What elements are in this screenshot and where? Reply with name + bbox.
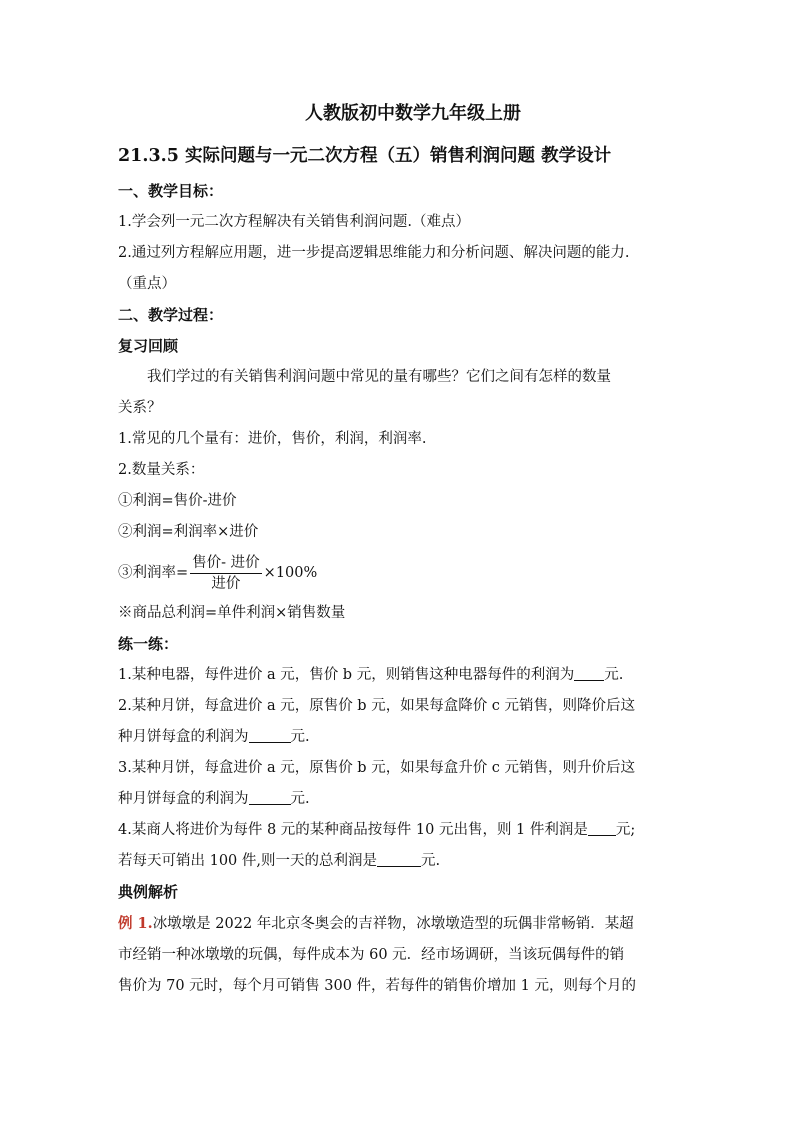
example-1-line-1 [118, 908, 678, 940]
exercise-3-line-1: 3.某种月饼，每盒进价 a 元，原售价 b 元，如果每盒升价 c 元销售，则升价后这 [118, 760, 636, 776]
exercise-1 [118, 660, 678, 691]
document-page [118, 96, 678, 1002]
formula-prefix: ③利润率= [118, 564, 189, 581]
exercise-4-blank-2[interactable] [377, 850, 421, 867]
exercise-2-unit: 元. [290, 729, 310, 745]
example-1-text-1: 冰墩墩是 2022 年北京冬奥会的吉祥物，冰墩墩造型的玩偶非常畅销．某超 [152, 916, 634, 932]
exercise-3-text: 种月饼每盒的利润为 [118, 791, 249, 807]
goal-1: 1.学会列一元二次方程解决有关销售利润问题.（难点） [118, 214, 470, 230]
example-1-line-3: 售价为 70 元时，每个月可销售 300 件，若每件的销售价增加 1 元，则每个月的 [118, 978, 637, 994]
example-analysis-heading: 典例解析 [118, 883, 179, 901]
example-1-label: 例 1. [118, 915, 153, 932]
section-teaching-process-heading: 二、教学过程： [118, 306, 224, 324]
exercise-4-unit-1: 元; [615, 822, 636, 838]
total-profit-note: ※商品总利润=单件利润×销售数量 [118, 605, 346, 621]
review-answer-2: 2.数量关系： [118, 462, 205, 478]
review-question-line-2: 关系？ [118, 400, 162, 416]
document-title: 人教版初中数学九年级上册 [305, 103, 521, 124]
relation-1: ①利润=售价-进价 [118, 493, 237, 509]
exercise-3-unit: 元. [290, 791, 310, 807]
relation-3-formula [118, 552, 678, 594]
exercise-2-text: 种月饼每盒的利润为 [118, 729, 249, 745]
exercise-4-unit-2: 元. [421, 853, 441, 869]
goal-2-line-1: 2.通过列方程解应用题，进一步提高逻辑思维能力和分析问题、解决问题的能力. [118, 245, 630, 261]
formula-denominator: 进价 [211, 575, 241, 592]
exercise-4-text: 4.某商人将进价为每件 8 元的某种商品按每件 10 元出售，则 1 件利润是 [118, 822, 588, 838]
formula-fraction [190, 554, 262, 593]
section-teaching-goals-heading: 一、教学目标： [118, 182, 224, 200]
exercise-4-blank-1[interactable] [588, 819, 616, 836]
exercise-3-line-2 [118, 784, 678, 815]
review-heading: 复习回顾 [118, 337, 179, 355]
exercise-4-text-2: 若每天可销出 100 件,则一天的总利润是 [118, 853, 378, 869]
exercise-2-line-1: 2.某种月饼，每盒进价 a 元，原售价 b 元，如果每盒降价 c 元销售，则降价后这 [118, 698, 636, 714]
exercise-4-line-1 [118, 815, 678, 846]
formula-suffix: ×100% [263, 564, 318, 581]
relation-2: ②利润=利润率×进价 [118, 524, 259, 540]
exercise-2-blank[interactable] [249, 726, 291, 743]
exercise-3-blank[interactable] [249, 788, 291, 805]
document-subtitle: 21.3.5 实际问题与一元二次方程（五）销售利润问题 教学设计 [118, 146, 612, 166]
exercise-1-blank[interactable] [574, 664, 604, 681]
review-answer-1: 1.常见的几个量有：进价，售价，利润，利润率. [118, 431, 427, 447]
formula-numerator: 售价- 进价 [190, 554, 262, 574]
exercise-2-line-2 [118, 722, 678, 753]
example-1-line-2: 市经销一种冰墩墩的玩偶，每件成本为 60 元．经市场调研，当该玩偶每件的销 [118, 947, 625, 963]
exercise-4-line-2 [118, 846, 678, 877]
practice-heading: 练一练： [118, 635, 179, 653]
goal-2-line-2: （重点） [118, 276, 176, 292]
exercise-1-unit: 元. [604, 667, 624, 683]
exercise-1-text: 1.某种电器，每件进价 a 元，售价 b 元，则销售这种电器每件的利润为 [118, 667, 575, 683]
review-question-line-1: 我们学过的有关销售利润问题中常见的量有哪些？它们之间有怎样的数量 [147, 369, 611, 385]
